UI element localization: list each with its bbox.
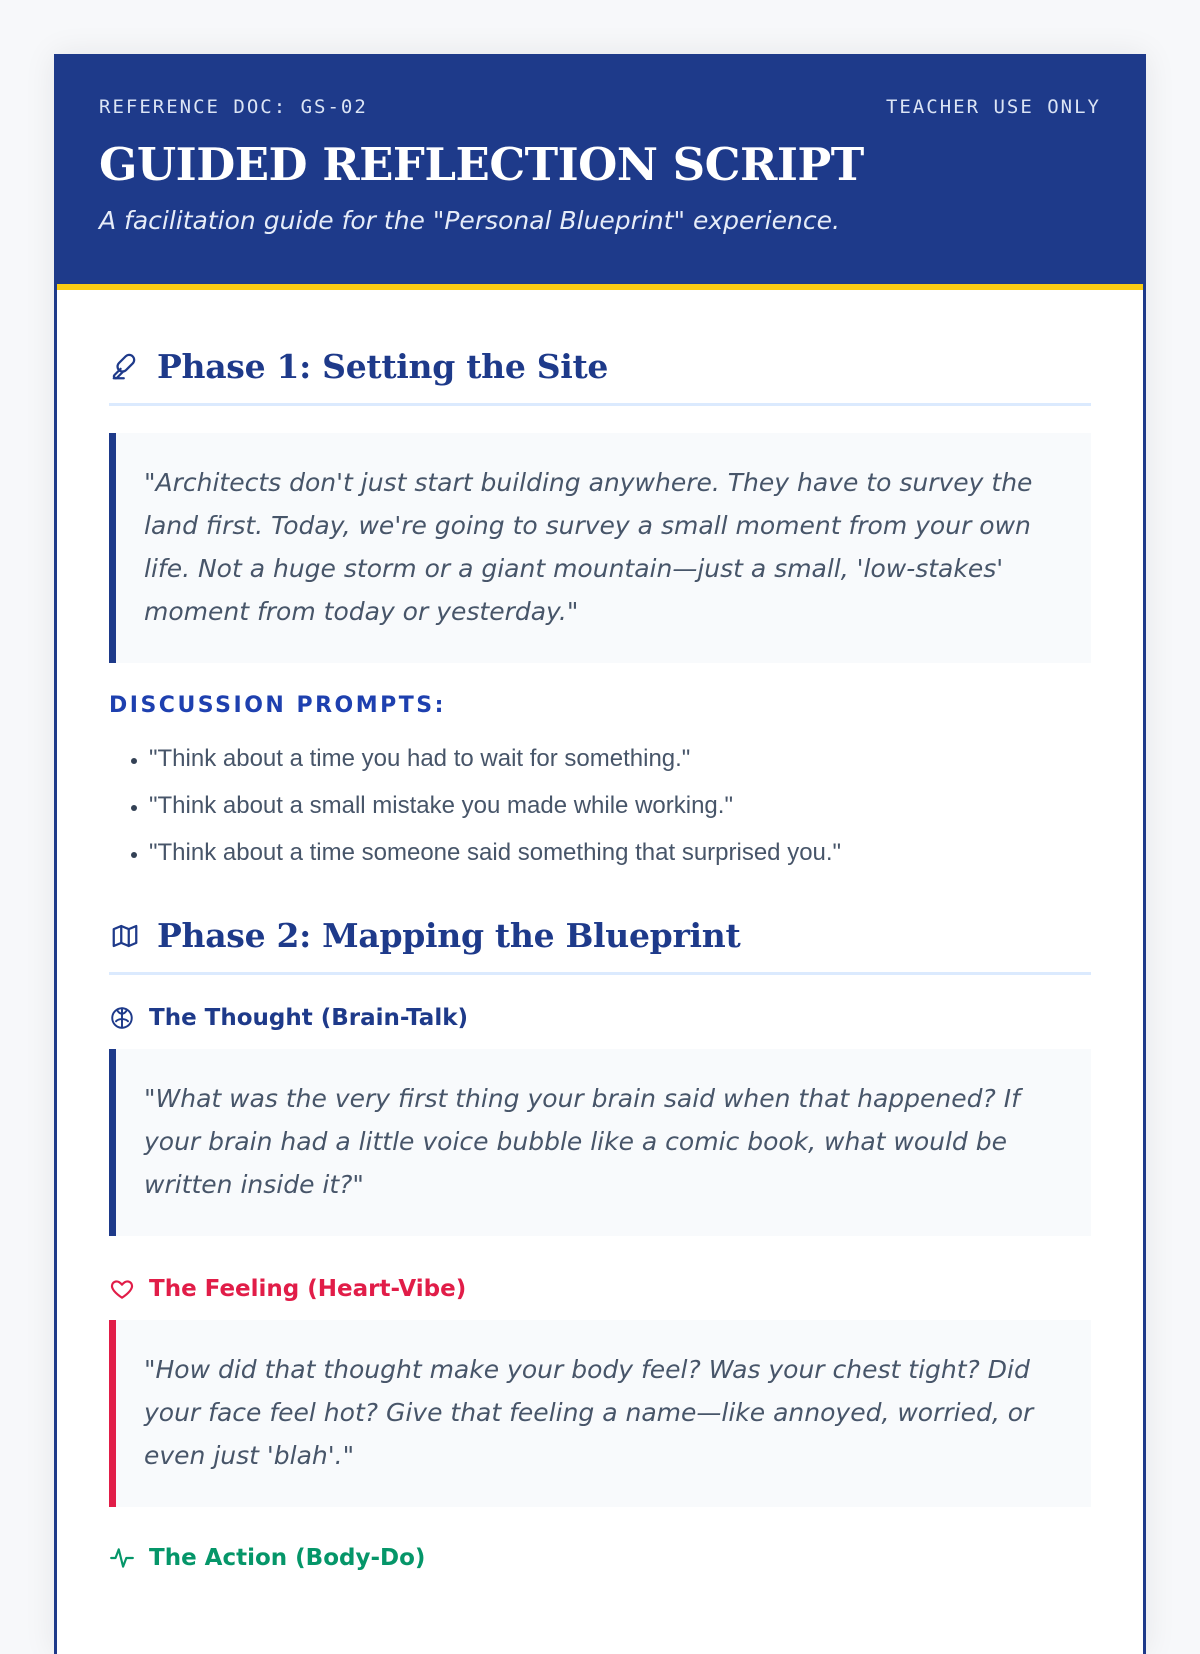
feeling-heading (109, 1276, 1091, 1302)
microphone-icon (109, 351, 141, 383)
thought-label: The Thought (Brain-Talk) (149, 1005, 469, 1031)
brain-icon (109, 1005, 135, 1031)
phase-2-title: Phase 2: Mapping the Blueprint (157, 916, 741, 955)
discussion-prompts-list (109, 744, 1091, 885)
document-header (57, 54, 1143, 290)
action-heading (109, 1545, 1091, 1571)
phase-2-heading (109, 885, 1091, 975)
list-item: • "Think about a small mistake you made while working." (149, 791, 1091, 838)
reference-code: REFERENCE DOC: GS-02 (99, 96, 368, 118)
phase-1-script-quote: "Architects don't just start building anywhere. They have to survey the land first. Today, we're going to survey a small moment from your own life. Not a huge storm or a giant mountain—just a small, 'low-stakes' moment from today or yesterday." (109, 433, 1091, 663)
document-subtitle: A facilitation guide for the "Personal Blueprint" experience. (99, 205, 840, 235)
feeling-script-quote: "How did that thought make your body feel? Was your chest tight? Did your face feel hot? Give that feeling a name—like annoyed, worried, or even just 'blah'." (109, 1320, 1091, 1507)
activity-icon (109, 1545, 135, 1571)
audience-label: TEACHER USE ONLY (885, 96, 1101, 118)
document-page (54, 54, 1146, 1654)
discussion-prompts-label: DISCUSSION PROMPTS: (109, 693, 446, 718)
document-title: GUIDED REFLECTION SCRIPT (99, 138, 864, 191)
thought-script-quote: "What was the very first thing your brain said when that happened? If your brain had a little voice bubble like a comic book, what would be written inside it?" (109, 1049, 1091, 1236)
action-label: The Action (Body-Do) (149, 1545, 426, 1571)
list-item: • "Think about a time you had to wait for something." (149, 744, 1091, 791)
heart-icon (109, 1276, 135, 1302)
map-icon (109, 920, 141, 952)
phase-1-title: Phase 1: Setting the Site (157, 347, 609, 386)
phase-1-heading (109, 290, 1091, 406)
list-item: • "Think about a time someone said something that surprised you." (149, 838, 1091, 885)
thought-heading (109, 1005, 1091, 1031)
meta-row (99, 96, 1101, 118)
document-content (57, 290, 1143, 1571)
feeling-label: The Feeling (Heart-Vibe) (149, 1276, 467, 1302)
